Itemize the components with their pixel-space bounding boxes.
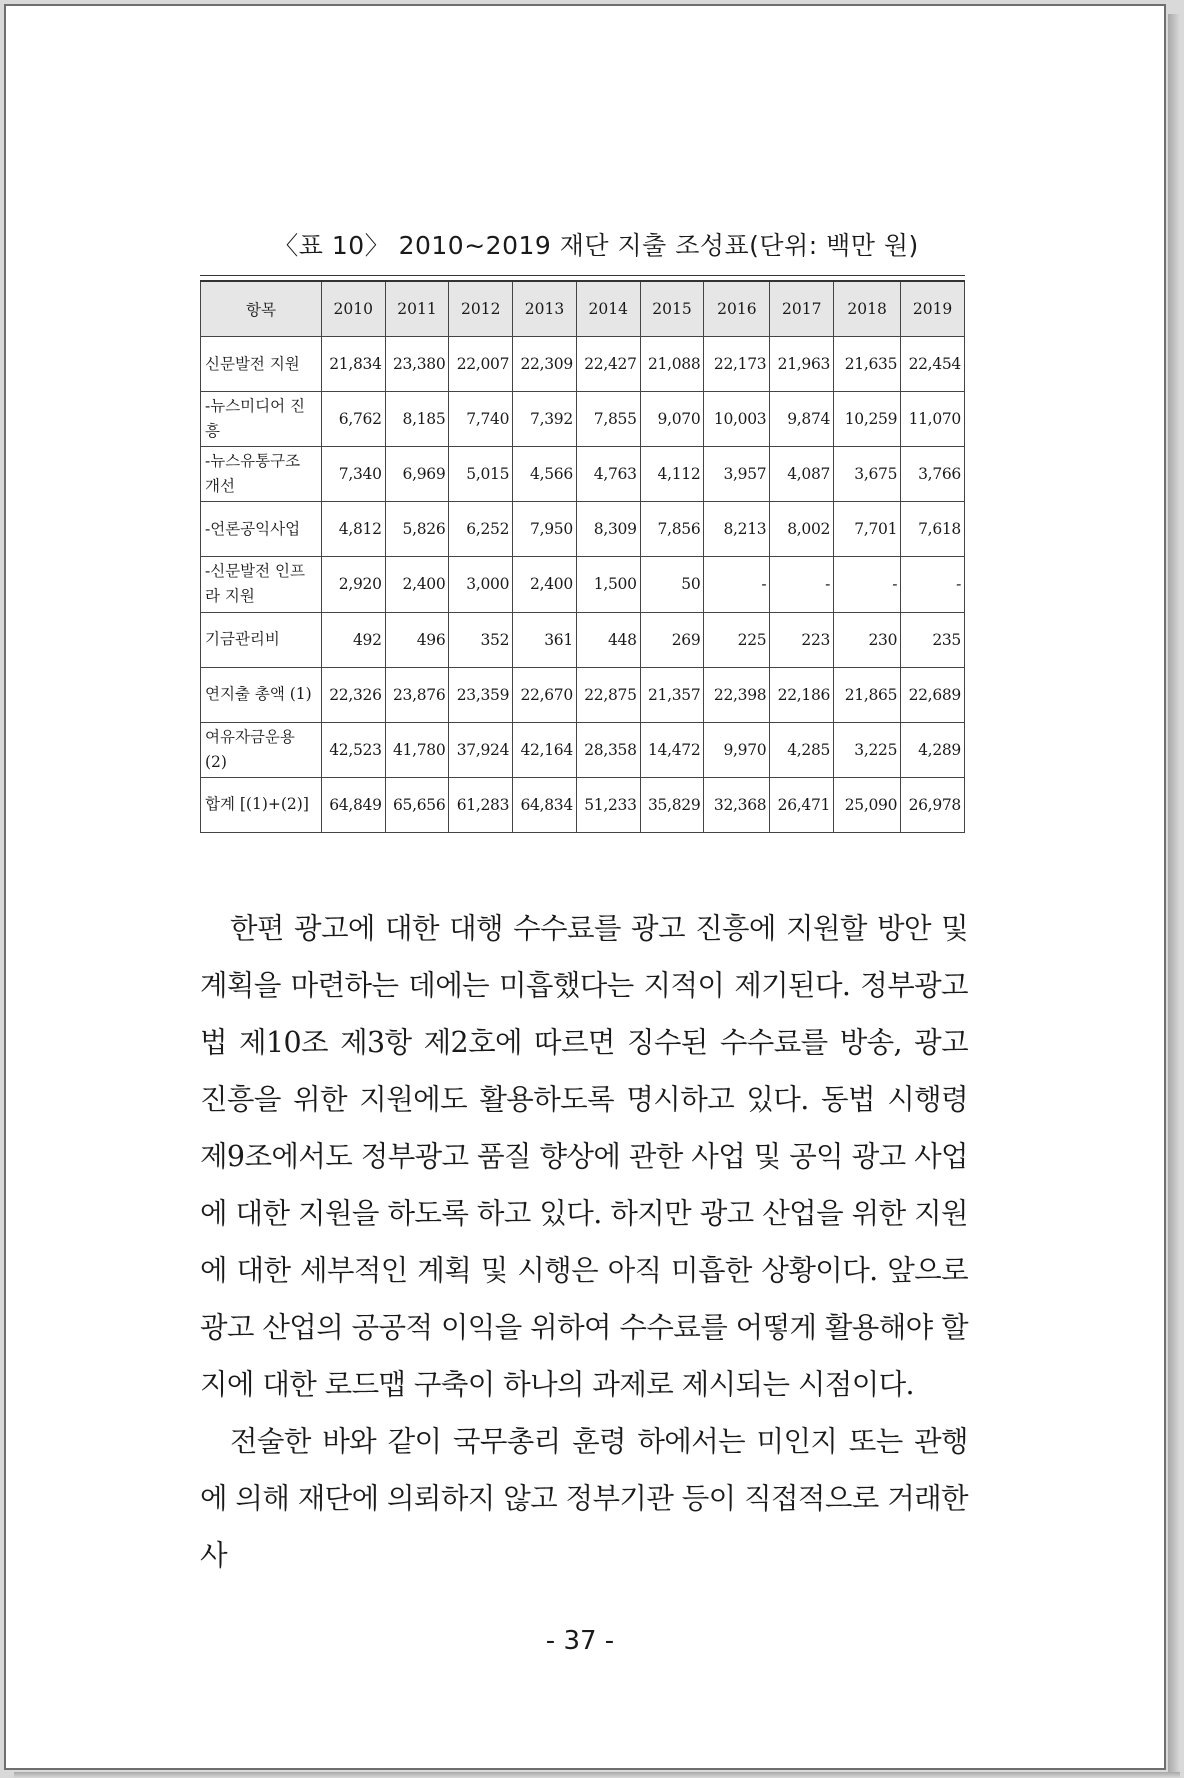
- table-cell: 492: [321, 612, 385, 667]
- table-cell: 22,326: [321, 667, 385, 722]
- column-header: 2017: [770, 281, 834, 337]
- table-cell: 2,400: [385, 557, 449, 612]
- table-cell: 7,392: [513, 392, 577, 447]
- table-cell: 8,002: [770, 502, 834, 557]
- table-row: [201, 557, 965, 612]
- table-cell: 65,656: [385, 777, 449, 832]
- table-cell: 6,252: [449, 502, 513, 557]
- table-cell: 4,812: [321, 502, 385, 557]
- table-row: [201, 612, 965, 667]
- table-cell: 8,213: [704, 502, 770, 557]
- table-cell: 4,289: [901, 722, 965, 777]
- table-cell: 3,957: [704, 447, 770, 502]
- table-cell: 23,380: [385, 337, 449, 392]
- row-label: -뉴스유통구조 개선: [201, 447, 322, 502]
- table-cell: 21,865: [834, 667, 901, 722]
- table-top-rule: [200, 275, 965, 276]
- table-cell: 10,003: [704, 392, 770, 447]
- table-cell: 7,950: [513, 502, 577, 557]
- table-cell: 4,566: [513, 447, 577, 502]
- row-label: 연지출 총액 (1): [201, 667, 322, 722]
- table-cell: 8,185: [385, 392, 449, 447]
- row-label: -뉴스미디어 진흥: [201, 392, 322, 447]
- table-cell: 230: [834, 612, 901, 667]
- table-cell: 22,186: [770, 667, 834, 722]
- table-cell: 235: [901, 612, 965, 667]
- table-cell: 51,233: [576, 777, 640, 832]
- table-cell: 10,259: [834, 392, 901, 447]
- table-cell: 6,762: [321, 392, 385, 447]
- table-caption: 〈표 10〉 2010∼2019 재단 지출 조성표(단위: 백만 원): [273, 231, 919, 260]
- column-header: 2019: [901, 281, 965, 337]
- table-cell: 223: [770, 612, 834, 667]
- table-cell: 50: [640, 557, 704, 612]
- table-cell: 448: [576, 612, 640, 667]
- table-cell: 11,070: [901, 392, 965, 447]
- table-cell: 22,007: [449, 337, 513, 392]
- table-cell: 7,701: [834, 502, 901, 557]
- table-cell: 4,763: [576, 447, 640, 502]
- table-cell: 7,856: [640, 502, 704, 557]
- table-cell: 22,689: [901, 667, 965, 722]
- table-cell: 26,471: [770, 777, 834, 832]
- table-cell: 25,090: [834, 777, 901, 832]
- table-cell: 6,969: [385, 447, 449, 502]
- column-header: 2010: [321, 281, 385, 337]
- table-cell: 269: [640, 612, 704, 667]
- table-cell: 22,670: [513, 667, 577, 722]
- table-cell: 21,088: [640, 337, 704, 392]
- column-header: 2015: [640, 281, 704, 337]
- table-cell: 352: [449, 612, 513, 667]
- paragraph: 전술한 바와 같이 국무총리 훈령 하에서는 미인지 또는 관행에 의해 재단에 의뢰하지 않고 정부기관 등이 직접적으로 거래한 사: [200, 1425, 968, 1572]
- table-cell: 1,500: [576, 557, 640, 612]
- table-cell: 23,359: [449, 667, 513, 722]
- table-cell: 21,963: [770, 337, 834, 392]
- table-header-row: [201, 281, 965, 337]
- row-label: 합계 [(1)+(2)]: [201, 777, 322, 832]
- row-label: -신문발전 인프라 지원: [201, 557, 322, 612]
- table-cell: 22,173: [704, 337, 770, 392]
- table-cell: 21,834: [321, 337, 385, 392]
- table-row: [201, 392, 965, 447]
- table-cell: 9,070: [640, 392, 704, 447]
- column-header: 2018: [834, 281, 901, 337]
- body-text: [200, 900, 968, 1584]
- table-cell: 32,368: [704, 777, 770, 832]
- table-cell: 14,472: [640, 722, 704, 777]
- column-header: 2014: [576, 281, 640, 337]
- table-cell: -: [704, 557, 770, 612]
- table-row: [201, 447, 965, 502]
- table-cell: -: [901, 557, 965, 612]
- table-cell: 37,924: [449, 722, 513, 777]
- table-cell: -: [834, 557, 901, 612]
- page-shadow: [1168, 14, 1180, 1774]
- table-cell: 26,978: [901, 777, 965, 832]
- table-cell: 61,283: [449, 777, 513, 832]
- paragraph: 한편 광고에 대한 대행 수수료를 광고 진흥에 지원할 방안 및 계획을 마련하는 데에는 미흡했다는 지적이 제기된다. 정부광고법 제10조 제3항 제2호에 따르면 징수된 수수료를 방송, 광고 진흥을 위한 지원에도 활용하도록 명시하고 있다. 동법 시행령 제9조에서도 정부광고 품질 향상에 관한 사업 및 공익 광고 사업에 대한 지원을 하도록 하고 있다. 하지만 광고 산업을 위한 지원에 대한 세부적인 계획 및 시행은 아직 미흡한 상황이다. 앞으로 광고 산업의 공공적 이익을 위하여 수수료를 어떻게 활용해야 할지에 대한 로드맵 구축이 하나의 과제로 제시되는 시점이다.: [200, 912, 968, 1401]
- table-cell: 21,635: [834, 337, 901, 392]
- table-cell: 22,427: [576, 337, 640, 392]
- table-cell: 7,740: [449, 392, 513, 447]
- table-row: [201, 722, 965, 777]
- column-header: 항목: [201, 281, 322, 337]
- table-cell: 42,523: [321, 722, 385, 777]
- table-cell: 2,920: [321, 557, 385, 612]
- table-cell: 21,357: [640, 667, 704, 722]
- table-cell: 22,454: [901, 337, 965, 392]
- table-cell: 8,309: [576, 502, 640, 557]
- table-cell: 2,400: [513, 557, 577, 612]
- table-cell: 4,285: [770, 722, 834, 777]
- table-cell: 22,398: [704, 667, 770, 722]
- table-cell: 5,015: [449, 447, 513, 502]
- table-cell: 7,855: [576, 392, 640, 447]
- table-cell: 3,000: [449, 557, 513, 612]
- table-cell: 64,834: [513, 777, 577, 832]
- table-cell: 41,780: [385, 722, 449, 777]
- page-shadow: [14, 1772, 1180, 1778]
- expenditure-table: [200, 280, 965, 833]
- column-header: 2016: [704, 281, 770, 337]
- table-cell: 4,087: [770, 447, 834, 502]
- column-header: 2012: [449, 281, 513, 337]
- table-cell: 5,826: [385, 502, 449, 557]
- table-cell: 3,225: [834, 722, 901, 777]
- row-label: 여유자금운용 (2): [201, 722, 322, 777]
- table-row: [201, 502, 965, 557]
- row-label: -언론공익사업: [201, 502, 322, 557]
- table-cell: 9,874: [770, 392, 834, 447]
- table-row: [201, 667, 965, 722]
- table-cell: 42,164: [513, 722, 577, 777]
- table-cell: 35,829: [640, 777, 704, 832]
- page-number: - 37 -: [545, 1626, 615, 1656]
- table-cell: 28,358: [576, 722, 640, 777]
- table-cell: 7,340: [321, 447, 385, 502]
- table-cell: 4,112: [640, 447, 704, 502]
- table-cell: 64,849: [321, 777, 385, 832]
- table-cell: 3,766: [901, 447, 965, 502]
- table-cell: 22,875: [576, 667, 640, 722]
- table-cell: 9,970: [704, 722, 770, 777]
- table-cell: 22,309: [513, 337, 577, 392]
- table-cell: 3,675: [834, 447, 901, 502]
- table-row: [201, 337, 965, 392]
- table-cell: -: [770, 557, 834, 612]
- table-row: [201, 777, 965, 832]
- column-header: 2011: [385, 281, 449, 337]
- row-label: 신문발전 지원: [201, 337, 322, 392]
- table-body: [201, 337, 965, 833]
- table-cell: 7,618: [901, 502, 965, 557]
- column-header: 2013: [513, 281, 577, 337]
- table-cell: 361: [513, 612, 577, 667]
- table-cell: 496: [385, 612, 449, 667]
- table-cell: 23,876: [385, 667, 449, 722]
- row-label: 기금관리비: [201, 612, 322, 667]
- table-cell: 225: [704, 612, 770, 667]
